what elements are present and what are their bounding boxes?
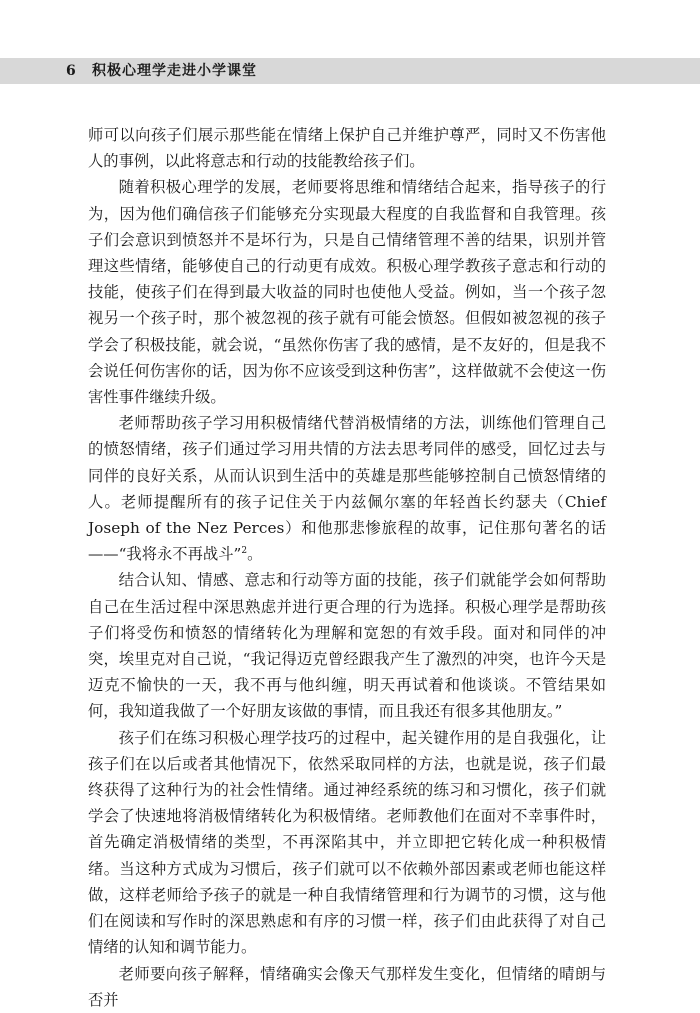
paragraph xyxy=(88,410,606,567)
paragraph-end-punctuation: 。 xyxy=(247,545,263,564)
body-text xyxy=(88,122,606,1013)
footnote-marker[interactable]: 2 xyxy=(241,546,248,557)
running-title: 积极心理学走进小学课堂 xyxy=(92,63,257,79)
paragraph: 孩子们在练习积极心理学技巧的过程中，起关键作用的是自我强化，让孩子们在以后或者其他情况下，依然采取同样的方法，也就是说，孩子们最终获得了这种行为的社会性情绪。通过神经系统的练习和习惯化，孩子们就学会了快速地将消极情绪转化为积极情绪。老师教他们在面对不幸事件时，首先确定消极情绪的类型，不再深陷其中，并立即把它转化成一种积极情绪。当这种方式成为习惯后，孩子们就可以不依赖外部因素或老师也能这样做，这样老师给予孩子的就是一种自我情绪管理和行为调节的习惯，这与他们在阅读和写作时的深思熟虑和有序的习惯一样，孩子们由此获得了对自己情绪的认知和调节能力。 xyxy=(88,728,606,957)
paragraph: 结合认知、情感、意志和行动等方面的技能，孩子们就能学会如何帮助自己在生活过程中深思熟虑并进行更合理的行为选择。积极心理学是帮助孩子们将受伤和愤怒的情绪转化为理解和宽恕的有效手段。面对和同伴的冲突，埃里克对自己说，“我记得迈克曾经跟我产生了激烈的冲突，也许今天是迈克不愉快的一天，我不再与他纠缠，明天再试着和他谈谈。不管结果如何，我知道我做了一个好朋友该做的事情，而且我还有很多其他朋友。” xyxy=(88,571,606,721)
page-number: 6 xyxy=(66,63,76,79)
paragraph: 随着积极心理学的发展，老师要将思维和情绪结合起来，指导孩子的行为，因为他们确信孩子们能够充分实现最大程度的自我监督和自我管理。孩子们会意识到愤怒并不是坏行为，只是自己情绪管理不善的结果，识别并管理这些情绪，能够使自己的行动更有成效。积极心理学教孩子意志和行动的技能，使孩子们在得到最大收益的同时也使他人受益。例如，当一个孩子忽视另一个孩子时，那个被忽视的孩子就有可能会愤怒。但假如被忽视的孩子学会了积极技能，就会说，“虽然你伤害了我的感情，是不友好的，但是我不会说任何伤害你的话，因为你不应该受到这种伤害”，这样做就不会使这一伤害性事件继续升级。 xyxy=(88,178,606,407)
paragraph-text: 老师帮助孩子学习用积极情绪代替消极情绪的方法，训练他们管理自己的愤怒情绪，孩子们通过学习用共情的方法去思考同伴的感受，回忆过去与同伴的良好关系，从而认识到生活中的英雄是那些能够控制自己愤怒情绪的人。老师提醒所有的孩子记住关于内兹佩尔塞的年轻酋长约瑟夫（Chief Joseph of the Nez Perces）和他那悲惨旅程的故事，记住那句著名的话——“我将永不再战斗” xyxy=(88,414,606,564)
paragraph: 老师要向孩子解释，情绪确实会像天气那样发生变化，但情绪的晴朗与否并 xyxy=(88,964,606,1009)
paragraph: 师可以向孩子们展示那些能在情绪上保护自己并维护尊严，同时又不伤害他人的事例，以此将意志和行动的技能教给孩子们。 xyxy=(88,126,606,171)
